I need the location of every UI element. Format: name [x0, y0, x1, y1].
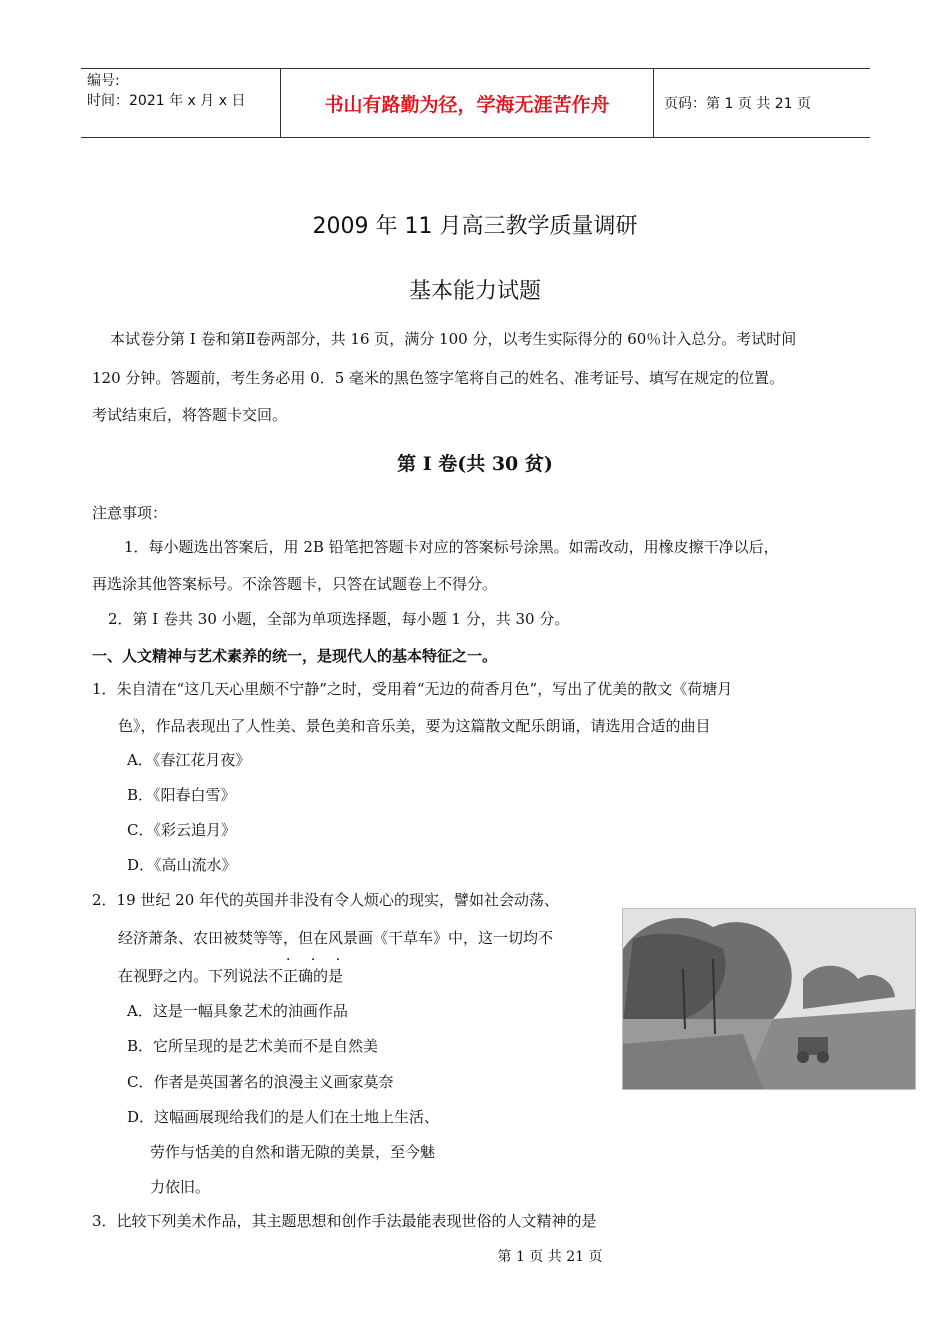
q1-stem: 色》，作品表现出了人性美、景色美和音乐美，要为这篇散文配乐朗诵，请选用合适的曲目: [118, 717, 711, 735]
q1-option: A．《春江花月夜》: [127, 751, 251, 769]
notes-label: 注意事项：: [92, 504, 168, 522]
doc-title: 2009 年 11 月高三教学质量调研: [312, 214, 638, 239]
q2-option: A．这是一幅具象艺术的油画作品: [127, 1002, 348, 1020]
id-label: 编号:: [87, 73, 120, 89]
intro-line: 120 分钟。答题前，考生务必用 0．5 毫米的黑色签字笔将自己的姓名、准考证号、填写在规定的位置。: [92, 369, 785, 387]
header-meta-cell: [81, 69, 281, 137]
page-label: 页码：第 1 页 共 21 页: [664, 96, 811, 112]
note-line: 2．第 I 卷共 30 小题，全部为单项选择题，每小题 1 分，共 30 分。: [108, 610, 570, 628]
page-footer: 第 1 页 共 21 页: [497, 1249, 603, 1265]
intro-line: 本试卷分第 I 卷和第Ⅱ卷两部分，共 16 页，满分 100 分，以考生实际得分的 60％计入总分。考试时间: [110, 330, 797, 348]
note-line: 1．每小题选出答案后，用 2B 铅笔把答题卡对应的答案标号涂黑。如需改动，用橡皮擦干净以后，: [124, 538, 779, 556]
q2-option-cont: 劳作与恬美的自然和谐无隙的美景，至今魅: [150, 1143, 436, 1161]
q2-stem: 2．19 世纪 20 年代的英国并非没有令人烦心的现实，譬如社会动荡、: [92, 891, 560, 909]
motto: 书山有路勤为径，学海无涯苦作舟: [281, 69, 654, 137]
q1-option: B．《阳春白雪》: [127, 786, 236, 804]
section-title: 第 I 卷(共 30 贫): [397, 453, 553, 475]
q2-stem: 经济萧条、农田被焚等等，但在风景画《干草车》中，这一切均不: [118, 929, 554, 947]
q1-option: D．《高山流水》: [127, 856, 237, 874]
q1-option: C．《彩云追月》: [127, 821, 236, 839]
q3-stem: 3．比较下列美术作品，其主题思想和创作手法最能表现世俗的人文精神的是: [92, 1212, 597, 1230]
q2-stem: 在视野之内。下列说法不正确的是: [118, 967, 344, 985]
q1-stem: 1．朱自清在“这几天心里颇不宁静”之时，受用着“无边的荷香月色”，写出了优美的散文《荷塘月: [92, 680, 733, 698]
q2-option: B．它所呈现的是艺术美而不是自然美: [127, 1037, 379, 1055]
time-label: 时间：2021 年 x 月 x 日: [87, 93, 246, 109]
q2-option: C．作者是英国著名的浪漫主义画家莫奈: [127, 1073, 394, 1091]
part-heading: 一、人文精神与艺术素养的统一，是现代人的基本特征之一。: [92, 647, 498, 665]
q2-option-cont: 力依旧。: [150, 1178, 211, 1196]
intro-line: 考试结束后，将答题卡交回。: [92, 406, 288, 424]
emphasis-dots: · · ·: [286, 952, 349, 968]
doc-subtitle: 基本能力试题: [408, 279, 541, 304]
note-line: 再选涂其他答案标号。不涂答题卡，只答在试题卷上不得分。: [92, 575, 498, 593]
painting-sketch: [623, 909, 915, 1089]
q2-option: D．这幅画展现给我们的是人们在土地上生活、: [127, 1108, 440, 1126]
header-table: [81, 68, 870, 138]
hay-wain-painting-image: [622, 908, 916, 1090]
